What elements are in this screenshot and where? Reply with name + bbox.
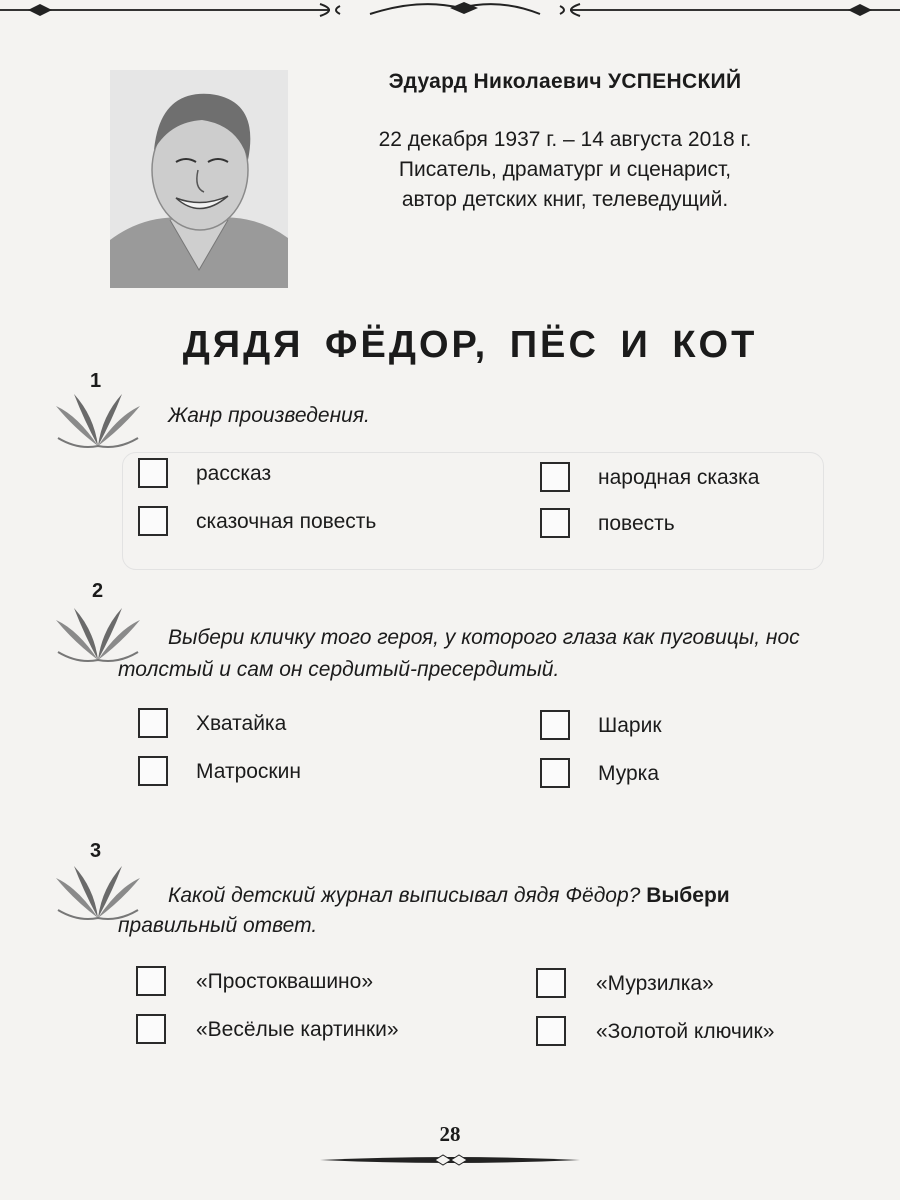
- page-title: ДЯДЯ ФЁДОР, ПЁС И КОТ: [182, 324, 758, 366]
- question-text-line2: правильный ответ.: [118, 914, 318, 937]
- checkbox[interactable]: [540, 462, 570, 492]
- option-label: «Золотой ключик»: [596, 1020, 775, 1043]
- option-label: Матроскин: [196, 760, 301, 783]
- author-role-line2: автор детских книг, телеведущий.: [401, 188, 729, 211]
- page-number: 28: [439, 1122, 461, 1146]
- option-label: «Простоквашино»: [196, 970, 374, 993]
- option-label: Мурка: [598, 762, 660, 785]
- question-text-line2: толстый и сам он сердитый-пресердитый.: [118, 658, 560, 681]
- top-ornament: [0, 0, 900, 24]
- question-text-italic: Какой детский журнал выписывал дядя Фёдор?: [168, 884, 641, 907]
- question-text-line1: [168, 880, 730, 912]
- question-text-bold: Выбери: [646, 884, 730, 907]
- checkbox[interactable]: [536, 1016, 566, 1046]
- option-label: Шарик: [598, 714, 662, 737]
- author-dates: 22 декабря 1937 г. – 14 августа 2018 г.: [378, 128, 752, 151]
- option-label: повесть: [598, 512, 675, 535]
- question-text: Жанр произведения.: [168, 404, 370, 427]
- author-role-line1: Писатель, драматург и сценарист,: [398, 158, 732, 181]
- checkbox[interactable]: [136, 1014, 166, 1044]
- checkbox[interactable]: [536, 968, 566, 998]
- checkbox[interactable]: [136, 966, 166, 996]
- option-label: сказочная повесть: [196, 510, 377, 533]
- checkbox[interactable]: [138, 756, 168, 786]
- question-number: 3: [90, 840, 102, 862]
- checkbox[interactable]: [540, 758, 570, 788]
- question-number: 2: [92, 580, 104, 602]
- checkbox[interactable]: [138, 458, 168, 488]
- question-text-line1: Выбери кличку того героя, у которого глаза как пуговицы, нос: [168, 626, 800, 649]
- option-label: Хватайка: [196, 712, 287, 735]
- checkbox[interactable]: [138, 708, 168, 738]
- author-name: Эдуард Николаевич УСПЕНСКИЙ: [388, 70, 742, 93]
- checkbox[interactable]: [540, 710, 570, 740]
- footer-ornament: [320, 1150, 580, 1170]
- option-label: рассказ: [196, 462, 272, 485]
- checkbox[interactable]: [540, 508, 570, 538]
- checkbox[interactable]: [138, 506, 168, 536]
- option-label: «Мурзилка»: [596, 972, 714, 995]
- question-number: 1: [90, 370, 102, 392]
- author-portrait: [110, 70, 288, 288]
- option-label: народная сказка: [598, 466, 760, 489]
- option-label: «Весёлые картинки»: [196, 1018, 399, 1041]
